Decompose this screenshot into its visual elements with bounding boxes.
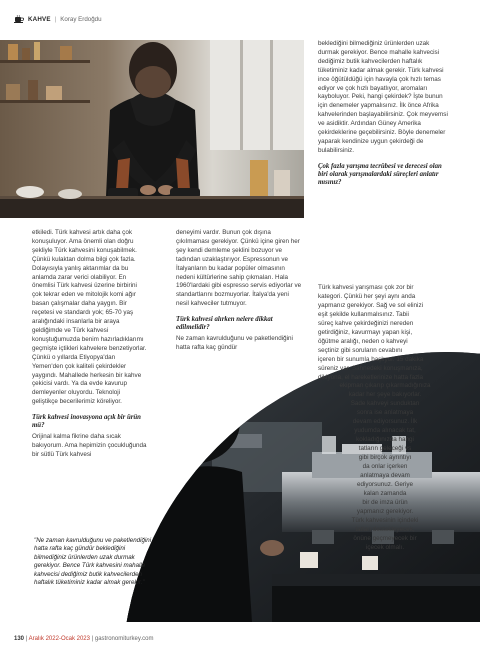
- text-column-middle: [176, 229, 302, 356]
- page-number: 130: [14, 636, 25, 642]
- barista-photo: [0, 40, 304, 218]
- author-name: Koray Erdoğdu: [60, 15, 102, 23]
- paragraph-line: süreniz var. Sahnedeki konuşmanıza,: [318, 364, 423, 372]
- paragraph-line: içeren bir sunumla başlıyor. 15 dakika: [318, 355, 424, 363]
- paragraph-line: devam ediyorsunuz. İlk: [352, 418, 418, 426]
- paragraph-line: getirdiğiniz, kavurmayı yapan kişi,: [318, 328, 413, 336]
- paragraph-line: Sade kahveyi sunduktan: [350, 400, 420, 408]
- paragraph-line: kategori. Çünkü her şeyi aynı anda: [318, 292, 416, 300]
- barista-photo-illustration: [0, 40, 304, 218]
- footer-separator: |: [91, 636, 94, 642]
- subheading-question: Türk kahvesi inovasyona açık bir ürün mü?: [32, 414, 141, 430]
- paragraph-line: da onlar içerken: [362, 463, 408, 470]
- pull-quote: "Ne zaman kavrulduğunu ve paketlendiğini hatta rafta kaç gündür beklediğini bilmediğiniz ürünlerden uzak durmak gerekiyor. Bence Türk kahvesini mahalle kahvecisi dediğimiz butik kahvecilerden haftalık tüketiminiz kadar almak gerekir.": [34, 537, 152, 587]
- paragraph-line: öğütme aralığı, neden o kahveyi: [318, 337, 408, 345]
- paragraph: deneyimi vardır. Bunun çok dışına çıkılmaması gerekiyor. Çünkü içine giren her şey kendi demleme şeklini bozuyor ve tadından uzaklaştırıyor. Espressonun ve İtalyanların bu kadar popüler olmasının nedeni kültürlerine sahip çıkmaları. Hala 1960'lardaki gibi espresso servis ediyorlar ve standartlarını bozmuyorlar. İtalya'da yeni nesil kahveciler tutmuyor.: [176, 229, 302, 308]
- paragraph-line: eşit şekilde kullanmalısınız. Tabii: [318, 310, 409, 318]
- paragraph-line: seçtiniz gibi soruların cevabını: [318, 346, 403, 354]
- paragraph-line: dikiyona, el hareketlerinize hatta fazla: [318, 373, 424, 381]
- paragraph-line: kokladığınızda hangi: [356, 436, 414, 444]
- paragraph-line: önüne geçmeyecek bir: [353, 534, 417, 542]
- paragraph: etkiledi. Türk kahvesi artık daha çok konuşuluyor. Ama önemli olan doğru şekliyle Türk kahvesini konuşabilmek. Çünkü kulaktan dolma bilgi çok fazla. Dolayısıyla yanlış aktarımlar da bu anlamda zarar verici olabiliyor. En önemlisi Türk kahvesi üzerine birbirini çok tekrar eden ve mitolojik komi ağır basan çalışmalar daha yaygın. Bir reçetesi ve standardı yok; 65-70 yaş aralığındaki insanlarla bir araya geldiğimde ve Türk kahvesi konuştuğumuzda benim hazırladıklarımı geçmişte içtikleri kahvelere benzetiyorlar. Çünkü o yıllarda Etiyopya'dan Yemen'den çok kaliteli çekirdekler yaygındı. Mahallede herkesin bir kahve çekicisi vardı. Ya da evde kavurup demleyenler oluyordu. Teknoloji geliştikçe becerilerimiz köreliyor.: [32, 229, 147, 406]
- paragraph-line: yapmanız gerekiyor.: [356, 507, 414, 515]
- paragraph-line: anlatmaya devam: [360, 471, 410, 479]
- page-footer: [14, 636, 153, 642]
- paragraph: Ne zaman kavrulduğunu ve paketlendiğini hatta rafta kaç gündür: [176, 334, 293, 351]
- paragraph-line: Türk kahvesinin içindeki: [351, 516, 419, 524]
- paragraph: beklediğini bilmediğiniz ürünlerden uzak durmak gerekiyor. Bence mahalle kahvecisi dediğimiz butik kahvecilerden haftalık tüketiminiz kadar almak gerekir. Türk kahvesi ince öğütüldüğü için havayla çok hızlı temas ediyor ve çok hızlı bayatlıyor, aromaları kayboluyor. Peki, hangi çekirdek? İşte bunun için denemeler yapmalısınız. İlk önce Afrika kahvelerinden başlayabilirsiniz. Çok meyvemsi ve asidiktir. Ardından Güney Amerika çekirdeklerine geçebilirsiniz. Böyle denemeler yaparak kendinize uygun çekirdeği de bulabilirsiniz.: [318, 40, 448, 154]
- footer-separator: |: [25, 636, 28, 642]
- coffee-cup-icon: [14, 15, 24, 23]
- paragraph-line: kalan zamanda: [363, 489, 407, 497]
- paragraph-line: ediyorsunuz. Geriye: [357, 480, 413, 488]
- paragraph-line: süreç kahve çekirdeğinizi nereden: [318, 319, 414, 327]
- paragraph-line: sonra ise anlatmaya: [356, 409, 414, 417]
- paragraph-line: içecek olmalı.: [365, 543, 405, 551]
- paragraph-line: gibi birçok ayrıntıyı: [358, 454, 412, 462]
- paragraph-line: tatları destekleyecek,: [355, 525, 415, 533]
- header-separator: |: [54, 15, 57, 23]
- paragraph-line: bir de imza ürün: [362, 498, 408, 506]
- paragraph-line: yudumda alınacak tat,: [354, 427, 416, 435]
- paragraph-line: Türk kahvesi yarışması çok zor bir: [318, 284, 414, 291]
- paragraph-line: yapmanız gerekiyor. Sağ ve sol elinizi: [318, 301, 423, 309]
- website: gastronomiturkey.com: [94, 636, 154, 642]
- subheading-question: Türk kahvesi alırken nelere dikkat edilmelidir?: [176, 316, 273, 332]
- subheading-question: Çok fazla yarışma tecrübesi ve derecesi olan biri olarak yarışmalardaki süreçleri anlatır mısınız?: [318, 162, 442, 187]
- section-label: KAHVE: [28, 15, 51, 23]
- page-header: [14, 12, 102, 26]
- issue-date: Aralık 2022-Ocak 2023: [28, 636, 90, 642]
- text-column-right: [318, 40, 452, 190]
- paragraph-line: kadar her şeye bakıyorlar.: [348, 391, 422, 399]
- paragraph-line: tatların geleceği vs: [358, 445, 412, 453]
- paragraph: Orijinal kalma fikrine daha sıcak bakıyorum. Ama hepimizin çocukluğunda bir sütlü Türk kahvesi: [32, 432, 147, 458]
- paragraph-line: ekipman çıkarıp çıkarmadığınıza: [339, 382, 431, 390]
- text-column-left: [32, 229, 147, 462]
